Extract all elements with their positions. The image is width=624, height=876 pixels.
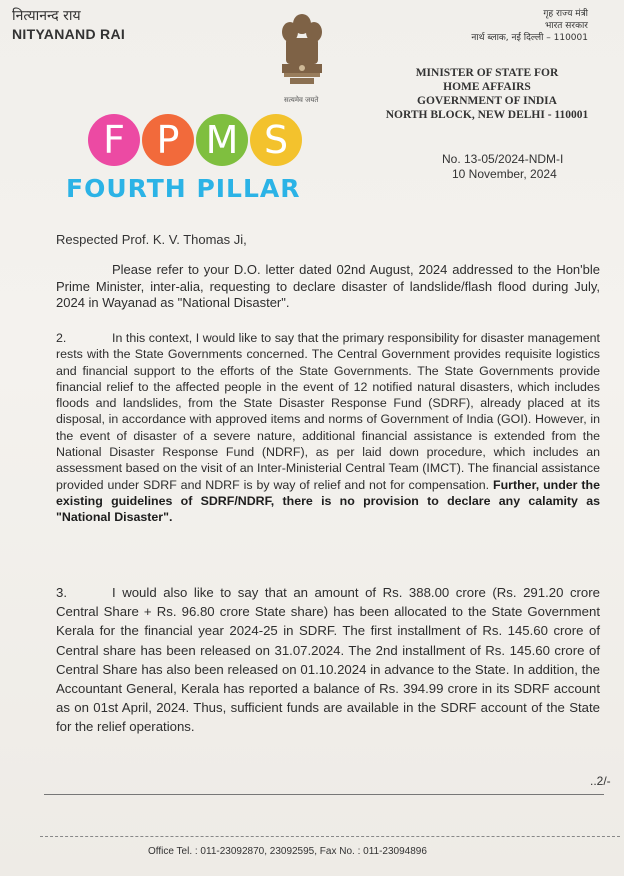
paragraph-1: Please refer to your D.O. letter dated 02nd August, 2024 addressed to the Hon'ble Prime Minister, inter-alia, requesting to declare disaster of landslide/flash flood during July, 2024 in Wayanad as "National Disaster". [56, 262, 600, 311]
address-line: MINISTER OF STATE FOR [415, 67, 559, 79]
address-line: HOME AFFAIRS [443, 81, 531, 93]
salutation: Respected Prof. K. V. Thomas Ji, [56, 232, 247, 247]
paragraph-3 [56, 583, 600, 737]
footer-divider [40, 836, 620, 837]
paragraph-2 [56, 330, 600, 526]
paragraph-2-text: In this context, I would like to say that the primary responsibility for disaster management rests with the State Governments concerned. The Central Government provides requisite logistics and financial support to the efforts of the State Governments. The State Governments provide financial relief to the affected people in the event of 12 notified natural disasters, which includes floods and landslides, from the State Disaster Response Fund (SDRF), already placed at its disposal, in accordance with approved items and norms of Government of India (GOI). However, in the event of disaster of a severe nature, additional financial assistance is extended from the National Disaster Response Fund (NDRF), as per laid down procedure, which includes an assessment based on the visit of an Inter-Ministerial Central Team (IMCT). The financial assistance provided under SDRF and NDRF is by way of relief and not for compensation. [56, 331, 600, 492]
paragraph-number: 3. [56, 585, 67, 600]
letter-date: 10 November, 2024 [452, 167, 557, 181]
address-english [382, 66, 592, 122]
logo-letter: P [142, 114, 194, 166]
address-hindi-line: नार्थ ब्लाक, नई दिल्ली – 110001 [471, 33, 588, 43]
address-hindi [471, 8, 588, 44]
address-line: GOVERNMENT OF INDIA [417, 95, 557, 107]
logo-letter: M [196, 114, 248, 166]
logo-text: FOURTH PILLAR [66, 174, 301, 203]
reference-block [442, 152, 563, 182]
address-hindi-line: भारत सरकार [544, 21, 588, 31]
office-contact: Office Tel. : 011-23092870, 23092595, Fax No. : 011-23094896 [148, 846, 427, 857]
sender-name: NITYANAND RAI [12, 26, 126, 42]
paragraph-number: 2. [56, 331, 67, 345]
paragraph-3-text: I would also like to say that an amount of Rs. 388.00 crore (Rs. 291.20 crore Central Share + Rs. 96.80 crore State share) has been allocated to the State Government Kerala for the financial year 2024-25 in SDRF. The first installment of Rs. 145.60 crore of Central share has been released on 31.07.2024. The 2nd installment of Rs. 145.60 crore of Central Share has also been released on 01.10.2024 in advance to the State. In addition, the Accountant General, Kerala has reported a balance of Rs. 394.99 crore in its SDRF account as on 01st April, 2024. Thus, sufficient funds are available in the SDRF account of the State for the relief operations. [56, 585, 600, 735]
address-line: NORTH BLOCK, NEW DELHI - 110001 [385, 109, 589, 121]
paragraph-2-bold-text: Further, under the existing guidelines of SDRF/NDRF, there is no provision to declare any calamity as "National Disaster". [56, 477, 600, 525]
divider [44, 794, 604, 795]
logo-letter: F [88, 114, 140, 166]
fpms-watermark-logo [66, 114, 326, 204]
sender-name-hindi: नित्यानन्द राय [12, 8, 81, 24]
logo-letter: S [250, 114, 302, 166]
emblem-motto: सत्यमेव जयते [284, 96, 319, 104]
national-emblem-icon [276, 10, 328, 98]
logo-bubbles [88, 114, 326, 166]
address-hindi-line: गृह राज्य मंत्री [543, 9, 588, 19]
reference-number: No. 13-05/2024-NDM-I [442, 152, 564, 166]
page-continuation: ..2/- [590, 774, 611, 788]
